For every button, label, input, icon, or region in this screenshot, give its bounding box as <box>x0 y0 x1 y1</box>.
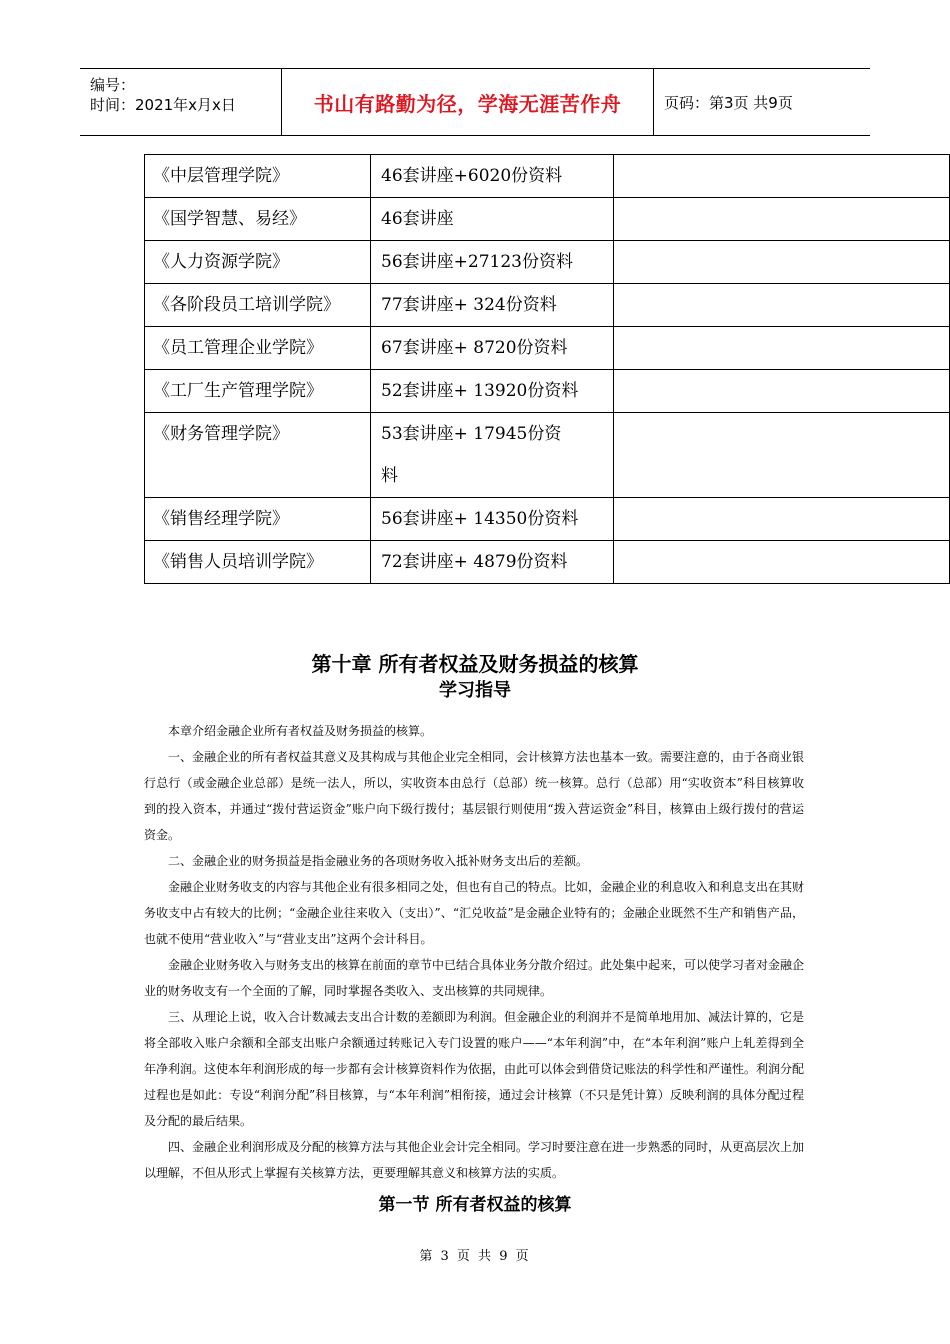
table-cell <box>614 327 950 370</box>
table-cell: 《销售人员培训学院》 <box>145 541 371 584</box>
page-footer: 第 3 页 共 9 页 <box>419 1249 531 1264</box>
table-cell: 46套讲座 <box>371 198 614 241</box>
paragraph: 一、金融企业的所有者权益其意义及其构成与其他企业完全相同，会计核算方法也基本一致。需要注意的，由于各商业银行总行（或金融企业总部）是统一法人，所以，实收资本由总行（总部）统一核算。总行（总部）用“实收资本”科目核算收到的投入资本，并通过“拨付营运资金”账户向下级行拨付；基层银行则使用“拨入营运资金”科目，核算由上级行拨付的营运资金。 <box>144 750 805 842</box>
table-cell: 72套讲座+ 4879份资料 <box>371 541 614 584</box>
paragraph: 三、从理论上说，收入合计数减去支出合计数的差额即为利润。但金融企业的利润并不是简单地用加、减法计算的，它是将全部收入账户余额和全部支出账户余额通过转账记入专门设置的账户——“本年利润”中，在“本年利润”账户上轧差得到全年净利润。这使本年利润形成的每一步都有会计核算资料作为依据，由此可以体会到借贷记账法的科学性和严谨性。利润分配过程也是如此：专设“利润分配”科目核算，与“本年利润”相衔接，通过会计核算（不只是凭计算）反映利润的具体分配过程及分配的最后结果。 <box>144 1010 805 1128</box>
table-cell <box>614 155 950 198</box>
table-cell <box>614 241 950 284</box>
table-cell: 《销售经理学院》 <box>145 498 371 541</box>
table-cell <box>614 284 950 327</box>
table-row <box>145 284 950 327</box>
table-row <box>145 370 950 413</box>
header-meta <box>80 69 282 135</box>
paragraph: 金融企业财务收支的内容与其他企业有很多相同之处，但也有自己的特点。比如，金融企业的利息收入和利息支出在其财务收支中占有较大的比例；“金融企业往来收入（支出）”、“汇兑收益”是金融企业特有的；金融企业既然不生产和销售产品，也就不使用“营业收入”与“营业支出”这两个会计科目。 <box>144 880 805 946</box>
table-cell: 77套讲座+ 324份资料 <box>371 284 614 327</box>
table-cell: 56套讲座+ 14350份资料 <box>371 498 614 541</box>
table-cell <box>614 498 950 541</box>
guide-title: 学习指导 <box>439 680 511 701</box>
body-text <box>144 718 804 1186</box>
table-cell: 《财务管理学院》 <box>145 413 371 498</box>
table-cell: 《中层管理学院》 <box>145 155 371 198</box>
paragraph: 二、金融企业的财务损益是指金融业务的各项财务收入抵补财务支出后的差额。 <box>168 854 589 868</box>
table-row <box>145 498 950 541</box>
course-table-body <box>145 155 950 584</box>
table-cell: 《人力资源学院》 <box>145 241 371 284</box>
header-page-number: 页码：第3页 共9页 <box>664 93 793 112</box>
table-cell: 《各阶段员工培训学院》 <box>145 284 371 327</box>
table-cell: 《国学智慧、易经》 <box>145 198 371 241</box>
table-cell: 53套讲座+ 17945份资料 <box>371 413 614 498</box>
header-number: 编号： <box>90 76 136 94</box>
table-row <box>145 327 950 370</box>
table-cell <box>614 541 950 584</box>
table-row <box>145 541 950 584</box>
table-cell: 67套讲座+ 8720份资料 <box>371 327 614 370</box>
section-title: 第一节 所有者权益的核算 <box>378 1195 572 1215</box>
table-cell: 46套讲座+6020份资料 <box>371 155 614 198</box>
table-row <box>145 155 950 198</box>
table-cell <box>614 413 950 498</box>
table-row <box>145 413 950 498</box>
table-cell <box>614 198 950 241</box>
chapter-title: 第十章 所有者权益及财务损益的核算 <box>311 652 639 676</box>
table-cell: 56套讲座+27123份资料 <box>371 241 614 284</box>
page-header <box>80 68 870 136</box>
table-cell: 《员工管理企业学院》 <box>145 327 371 370</box>
paragraph: 四、金融企业利润形成及分配的核算方法与其他企业会计完全相同。学习时要注意在进一步熟悉的同时，从更高层次上加以理解，不但从形式上掌握有关核算方法，更要理解其意义和核算方法的实质。 <box>144 1140 805 1180</box>
table-row <box>145 241 950 284</box>
table-cell: 《工厂生产管理学院》 <box>145 370 371 413</box>
header-motto: 书山有路勤为径，学海无涯苦作舟 <box>282 69 654 135</box>
table-cell: 52套讲座+ 13920份资料 <box>371 370 614 413</box>
paragraph: 金融企业财务收入与财务支出的核算在前面的章节中已结合具体业务分散介绍过。此处集中起来，可以使学习者对金融企业的财务收支有一个全面的了解，同时掌握各类收入、支出核算的共同规律。 <box>144 958 805 998</box>
table-cell <box>614 370 950 413</box>
table-row <box>145 198 950 241</box>
header-time: 时间：2021年x月x日 <box>90 96 236 114</box>
course-table <box>144 154 950 584</box>
paragraph: 本章介绍金融企业所有者权益及财务损益的核算。 <box>168 724 433 738</box>
